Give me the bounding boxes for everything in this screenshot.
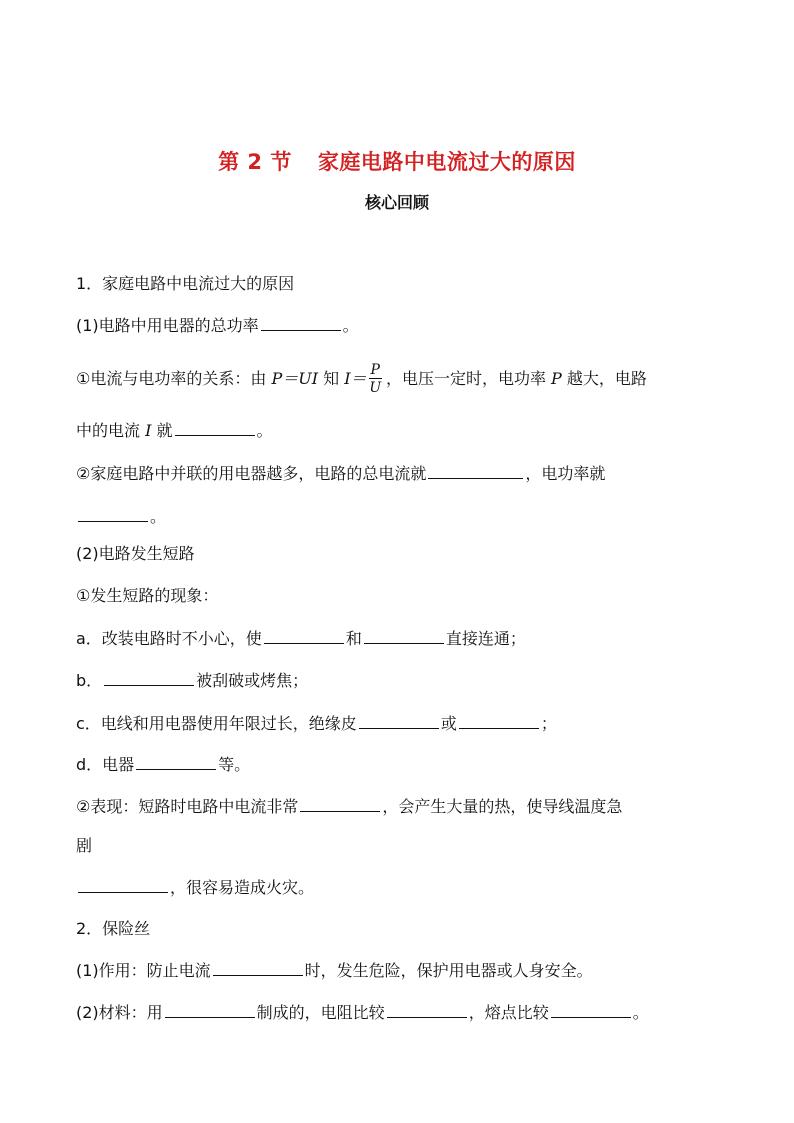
answer-blank[interactable] — [428, 462, 523, 479]
answer-blank[interactable] — [165, 1001, 255, 1018]
answer-blank[interactable] — [364, 627, 444, 644]
phenomenon-heading: ①发生短路的现象： — [76, 586, 219, 605]
concept-2-line-2: 。 — [76, 505, 166, 528]
item-d: d．电器 等。 — [76, 755, 251, 774]
answer-blank[interactable] — [359, 712, 439, 729]
answer-blank[interactable] — [175, 419, 255, 436]
item-a: a．改装电路时不小心，使 和 直接连通； — [76, 629, 526, 648]
subtitle: 核心回顾 — [364, 193, 429, 212]
manifestation-line: ②表现：短路时电路中电流非常 ，会产生大量的热，使导线温度急 — [76, 797, 623, 816]
answer-blank[interactable] — [78, 876, 168, 893]
item-b: b． 被刮破或烤焦； — [76, 671, 309, 690]
answer-blank[interactable] — [78, 505, 148, 522]
item-c: c．电线和用电器使用年限过长，绝缘皮 或 ； — [76, 714, 557, 733]
answer-blank[interactable] — [104, 669, 194, 686]
q1-heading: 1．家庭电路中电流过大的原因 — [76, 274, 295, 293]
answer-blank[interactable] — [213, 959, 303, 976]
concept-2-line: ②家庭电路中并联的用电器越多，电路的总电流就 ，电功率就 — [76, 464, 606, 483]
concept-1-line: ①电流与电功率的关系：由 P＝UI 知 I＝ $\frac{P}{U}$ ，电压一定时，电功率 P 越大，电路 — [76, 362, 647, 396]
answer-blank[interactable] — [136, 753, 216, 770]
answer-blank[interactable] — [551, 1001, 631, 1018]
answer-blank[interactable] — [261, 314, 341, 331]
q1-2-heading: (2)电路发生短路 — [76, 544, 195, 563]
page-title — [0, 146, 794, 176]
formula-p-ui: P＝UI — [271, 369, 319, 388]
section-number: 第 2 节 — [218, 150, 292, 174]
q1-1-line: (1)电路中用电器的总功率 。 — [76, 316, 359, 335]
answer-blank[interactable] — [300, 795, 380, 812]
q2-2-line: (2)材料：用 制成的，电阻比较 ，熔点比较 。 — [76, 1003, 649, 1022]
manifestation-line-3: ，很容易造成火灾。 — [76, 876, 314, 899]
answer-blank[interactable] — [264, 627, 344, 644]
section-title: 家庭电路中电流过大的原因 — [317, 150, 576, 174]
manifestation-line-2: 剧 — [76, 836, 93, 855]
answer-blank[interactable] — [459, 712, 539, 729]
fraction-p-over-u: $\frac{P}{U}$ — [369, 362, 382, 396]
concept-1-line-2: 中的电流 I 就 。 — [76, 421, 273, 440]
answer-blank[interactable] — [387, 1001, 467, 1018]
q2-1-line: (1)作用：防止电流 时，发生危险，保护用电器或人身安全。 — [76, 961, 593, 980]
q2-heading: 2．保险丝 — [76, 919, 151, 938]
